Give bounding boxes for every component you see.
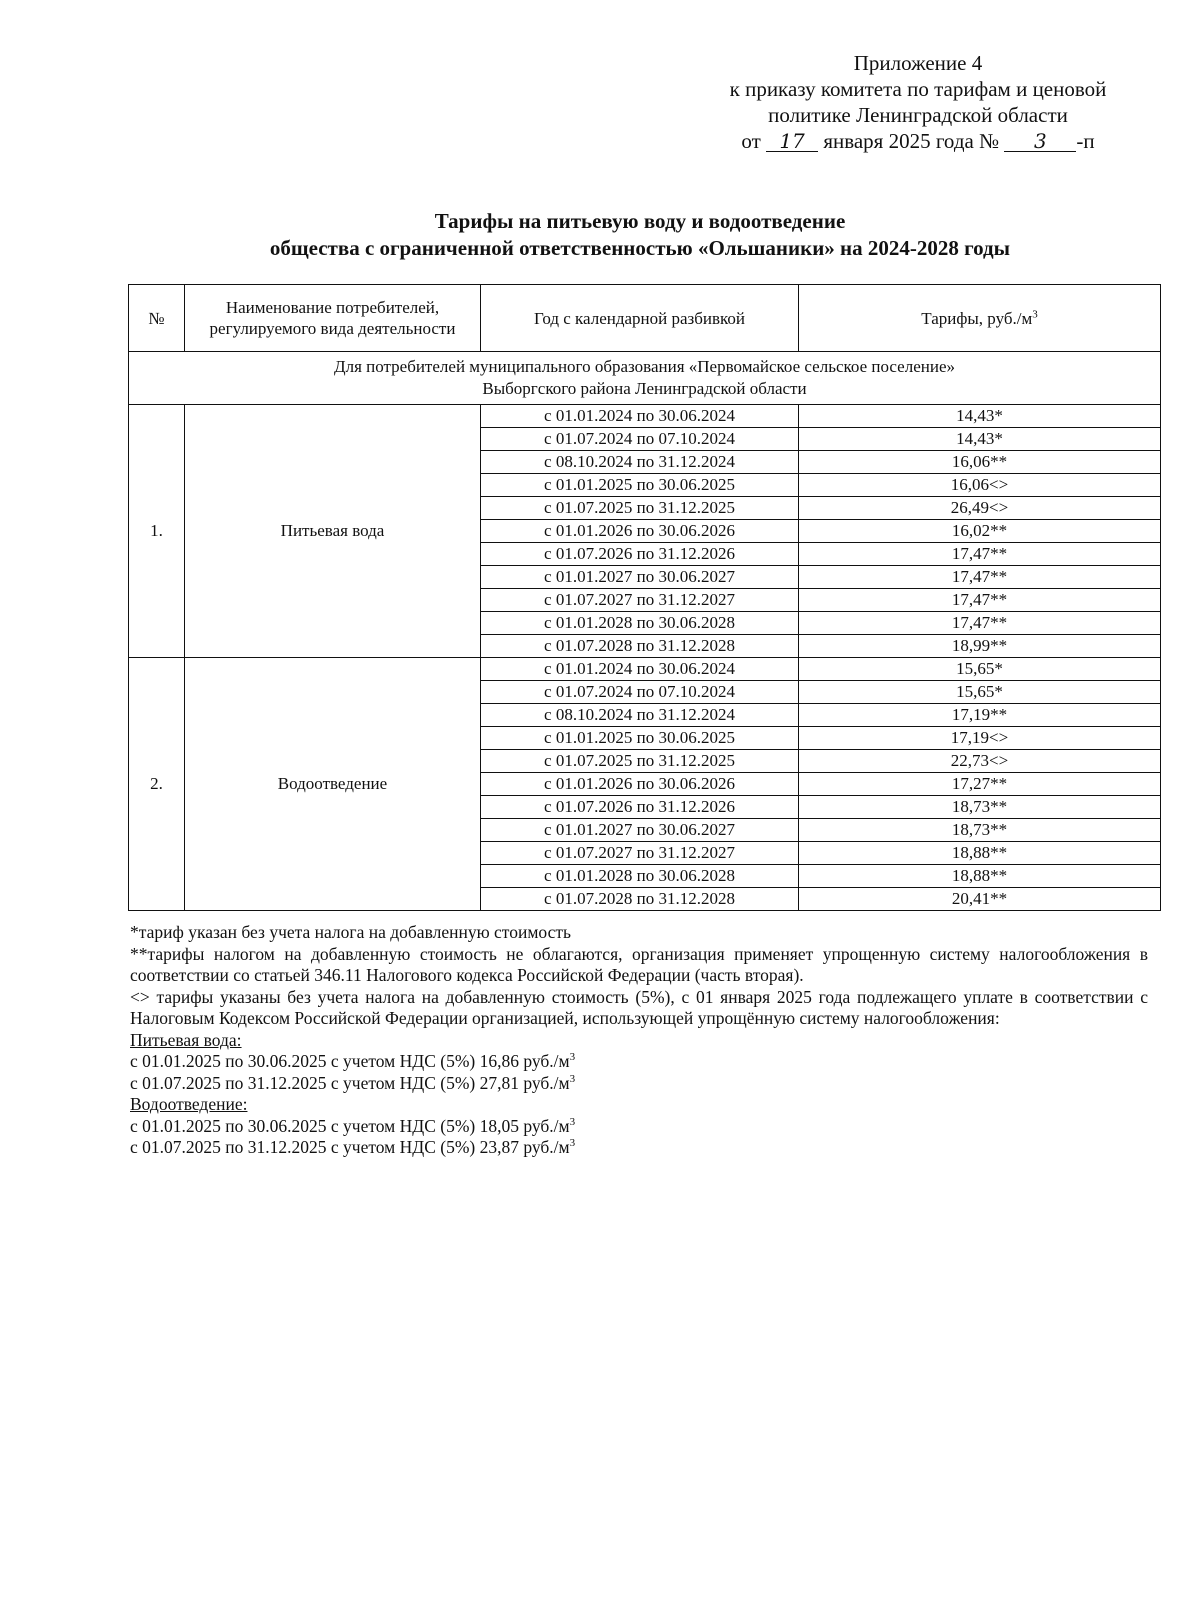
tariff-cell: 17,47**	[799, 566, 1161, 589]
tariff-cell: 14,43*	[799, 405, 1161, 428]
title-line2: общества с ограниченной ответственностью «Ольшаники» на 2024-2028 годы	[269, 236, 1011, 260]
tariff-cell: 16,06<>	[799, 474, 1161, 497]
tariff-cell: 17,47**	[799, 612, 1161, 635]
group-name: Питьевая вода	[185, 405, 481, 658]
period-cell: с 01.07.2025 по 31.12.2025	[481, 750, 799, 773]
period-cell: с 01.01.2024 по 30.06.2024	[481, 405, 799, 428]
header-tariff-text: Тарифы, руб./м	[921, 308, 1033, 328]
group-name: Водоотведение	[185, 658, 481, 911]
table-header-row	[129, 285, 1161, 352]
header-period: Год с календарной разбивкой	[481, 285, 799, 352]
period-cell: с 08.10.2024 по 31.12.2024	[481, 704, 799, 727]
unit-sup: 3	[569, 1051, 576, 1064]
header-num: №	[129, 285, 185, 352]
note-vat-5: <> тарифы указаны без учета налога на добавленную стоимость (5%), с 01 января 2025 года подлежащего уплате в соответствии с Налоговым Кодексом Российской Федерации организацией, использующей упрощённую систему налогообложения:	[130, 986, 1148, 1028]
unit-sup: 3	[569, 1072, 576, 1085]
note-vat-exempt: **тарифы налогом на добавленную стоимость не облагаются, организация применяет упрощенную систему налогообложения в соответствии со статьей 346.11 Налогового кодекса Российской Федерации (часть вторая).	[130, 943, 1148, 985]
annex-line1: к приказу комитета по тарифам и ценовой	[729, 77, 1107, 101]
annex-line2: политике Ленинградской области	[768, 103, 1068, 127]
header-name: Наименование потребителей, регулируемого вида деятельности	[185, 285, 481, 352]
period-cell: с 01.07.2027 по 31.12.2027	[481, 842, 799, 865]
table-row	[129, 658, 1161, 681]
group-number: 1.	[129, 405, 185, 658]
period-cell: с 01.01.2028 по 30.06.2028	[481, 865, 799, 888]
tariff-cell: 22,73<>	[799, 750, 1161, 773]
tariff-cell: 17,19**	[799, 704, 1161, 727]
date-prefix: от	[741, 129, 761, 153]
period-cell: с 01.01.2027 по 30.06.2027	[481, 819, 799, 842]
tariff-cell: 18,88**	[799, 842, 1161, 865]
sewer-vat-line	[130, 1137, 1148, 1159]
annex-title: Приложение 4	[853, 51, 983, 75]
tariff-cell: 18,88**	[799, 865, 1161, 888]
section-cell	[129, 352, 1161, 405]
date-middle: января 2025 года №	[823, 129, 1000, 153]
sewer-vat-heading: Водоотведение:	[130, 1094, 248, 1114]
tariff-cell: 15,65*	[799, 681, 1161, 704]
tariff-cell: 14,43*	[799, 428, 1161, 451]
tariff-table	[128, 284, 1161, 911]
tariff-cell: 17,47**	[799, 543, 1161, 566]
note-vat-excluded: *тариф указан без учета налога на добавленную стоимость	[130, 922, 571, 942]
order-suffix: -п	[1076, 129, 1095, 153]
section-line2: Выборгского района Ленинградской области	[482, 379, 807, 398]
tariff-cell: 17,19<>	[799, 727, 1161, 750]
water-vat-line	[130, 1073, 1148, 1095]
period-cell: с 01.01.2026 по 30.06.2026	[481, 773, 799, 796]
period-cell: с 01.07.2027 по 31.12.2027	[481, 589, 799, 612]
period-cell: с 01.01.2026 по 30.06.2026	[481, 520, 799, 543]
tariff-cell: 17,47**	[799, 589, 1161, 612]
period-cell: с 01.07.2026 по 31.12.2026	[481, 796, 799, 819]
water-vat-line2: с 01.07.2025 по 31.12.2025 с учетом НДС (5%) 27,81 руб./м	[130, 1072, 570, 1093]
date-day-handwritten: 17	[766, 131, 818, 152]
section-line1: Для потребителей муниципального образования «Первомайское сельское поселение»	[333, 357, 955, 376]
tariff-cell: 20,41**	[799, 888, 1161, 911]
period-cell: с 01.01.2025 по 30.06.2025	[481, 727, 799, 750]
period-cell: с 01.07.2024 по 07.10.2024	[481, 428, 799, 451]
period-cell: с 01.01.2027 по 30.06.2027	[481, 566, 799, 589]
tariff-cell: 18,73**	[799, 819, 1161, 842]
tariff-cell: 16,02**	[799, 520, 1161, 543]
tariff-cell: 15,65*	[799, 658, 1161, 681]
water-vat-heading: Питьевая вода:	[130, 1029, 242, 1050]
period-cell: с 01.07.2028 по 31.12.2028	[481, 888, 799, 911]
tariff-cell: 18,99**	[799, 635, 1161, 658]
order-number-handwritten: 3	[1004, 131, 1076, 152]
annex-date-line	[688, 128, 1148, 154]
unit-sup: 3	[569, 1137, 576, 1150]
annex-header	[688, 50, 1148, 154]
sewer-vat-line1: с 01.01.2025 по 30.06.2025 с учетом НДС (5%) 18,05 руб./м	[130, 1115, 570, 1136]
unit-sup: 3	[569, 1115, 576, 1128]
section-row	[129, 352, 1161, 405]
header-tariff-sup: 3	[1032, 307, 1038, 320]
period-cell: с 01.07.2025 по 31.12.2025	[481, 497, 799, 520]
tariff-cell: 26,49<>	[799, 497, 1161, 520]
water-vat-line	[130, 1051, 1148, 1073]
period-cell: с 01.07.2028 по 31.12.2028	[481, 635, 799, 658]
period-cell: с 01.07.2026 по 31.12.2026	[481, 543, 799, 566]
sewer-vat-line2: с 01.07.2025 по 31.12.2025 с учетом НДС (5%) 23,87 руб./м	[130, 1137, 570, 1157]
period-cell: с 01.01.2025 по 30.06.2025	[481, 474, 799, 497]
period-cell: с 01.01.2028 по 30.06.2028	[481, 612, 799, 635]
period-cell: с 01.07.2024 по 07.10.2024	[481, 681, 799, 704]
group-number: 2.	[129, 658, 185, 911]
period-cell: с 01.01.2024 по 30.06.2024	[481, 658, 799, 681]
tariff-cell: 16,06**	[799, 451, 1161, 474]
title-line1: Тарифы на питьевую воду и водоотведение	[434, 209, 846, 233]
tariff-cell: 18,73**	[799, 796, 1161, 819]
sewer-vat-line	[130, 1116, 1148, 1138]
tariff-cell: 17,27**	[799, 773, 1161, 796]
table-row	[129, 405, 1161, 428]
header-tariff	[799, 285, 1161, 352]
notes	[130, 922, 1148, 1159]
period-cell: с 08.10.2024 по 31.12.2024	[481, 451, 799, 474]
document-title	[0, 208, 1200, 262]
water-vat-line1: с 01.01.2025 по 30.06.2025 с учетом НДС (5%) 16,86 руб./м	[130, 1051, 570, 1071]
